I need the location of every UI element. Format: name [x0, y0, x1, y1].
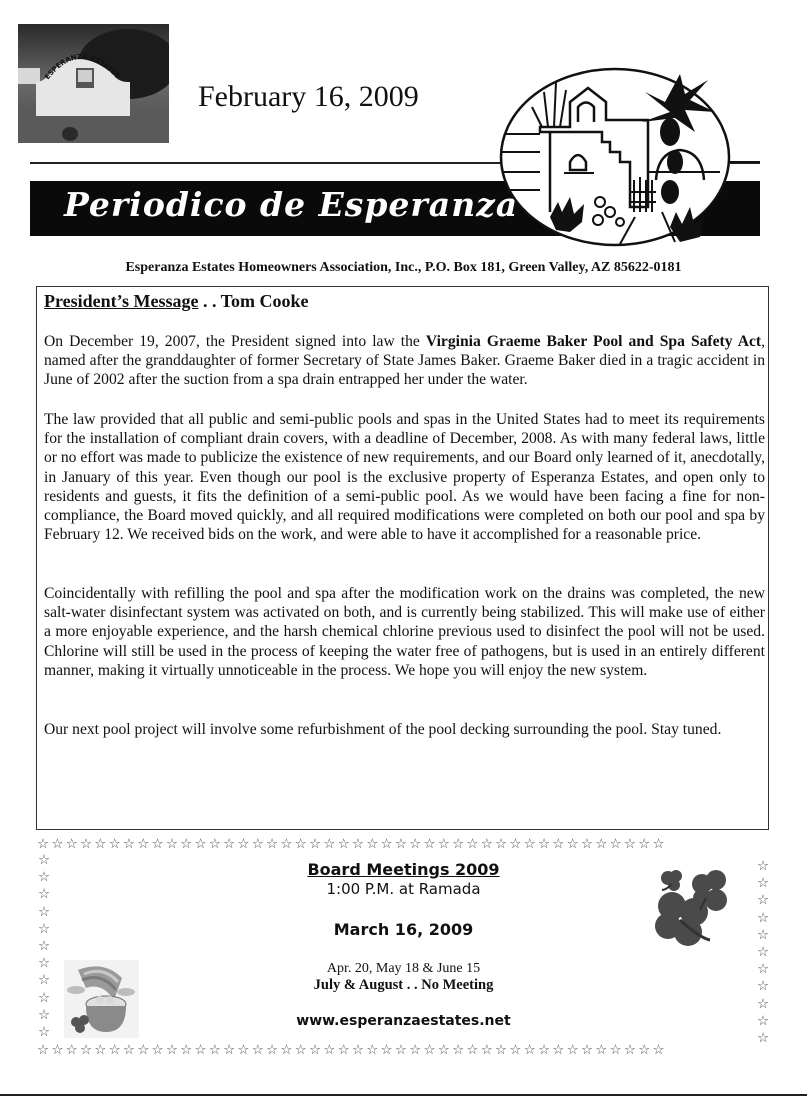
star-icon: ☆	[294, 1042, 309, 1058]
issue-date: February 16, 2009	[198, 80, 419, 113]
star-icon: ☆	[37, 972, 51, 989]
shamrock-icon	[650, 868, 746, 950]
article-paragraph-1	[44, 332, 765, 390]
star-icon: ☆	[37, 852, 51, 868]
star-icon: ☆	[151, 836, 166, 852]
star-icon: ☆	[237, 1042, 252, 1058]
adobe-house-emblem	[470, 52, 770, 247]
star-icon: ☆	[623, 836, 639, 852]
star-icon: ☆	[380, 1042, 395, 1058]
star-icon: ☆	[79, 1042, 95, 1058]
star-icon: ☆	[394, 836, 410, 852]
star-icon: ☆	[122, 836, 138, 852]
star-icon: ☆	[51, 836, 66, 852]
star-icon: ☆	[94, 836, 109, 852]
article-paragraph-3: Coincidentally with refilling the pool and spa after the modification work on the drains was completed, the new salt-water disinfectant system was activated on both, and is currently being stabilized. This will make use of either a more enjoyable experience, and the harsh chemical chlorine previous used to disinfect the pool will not be used. Chlorine will still be used in the process of keeping the water free of pathogens, but is used in an entirely different manner, making it virtually unnoticeable in the process. We hope you will enjoy the new system.	[44, 585, 765, 679]
star-icon: ☆	[509, 836, 524, 852]
star-icon: ☆	[37, 836, 52, 852]
star-icon: ☆	[366, 1042, 381, 1058]
star-icon: ☆	[108, 836, 123, 852]
meeting-time-place: 1:00 P.M. at Ramada	[326, 880, 481, 898]
star-icon: ☆	[208, 836, 224, 852]
star-icon: ☆	[552, 1042, 567, 1058]
article-paragraph-2: The law provided that all public and semi-public pools and spas in the United States had to meet its requirements for the installation of compliant drain covers, with a deadline of December, 2008. As with many federal laws, little or no effort was made to publicize the existence of new requirements, and our Board only learned of it, anecdotally, in January of this year. Even though our pool is the exclusive property of Esperanza Estates, and open only to residents and guests, it fits the definition of a semi-public pool. As we would have been facing a fine for non-compliance, the Board moved quickly, and all required modifications were completed on both our pool and spa by February 12. We received bids on the work, and were able to have it accomplished for a reasonable price.	[44, 411, 765, 544]
star-icon: ☆	[756, 944, 770, 961]
star-icon: ☆	[151, 1042, 166, 1058]
star-icon: ☆	[523, 836, 538, 852]
star-icon: ☆	[609, 836, 624, 852]
star-icon: ☆	[37, 1024, 51, 1041]
star-icon: ☆	[580, 1042, 596, 1058]
star-icon: ☆	[37, 938, 51, 955]
entrance-sign-photo	[18, 24, 169, 143]
star-icon: ☆	[351, 1042, 367, 1058]
star-icon: ☆	[756, 1012, 770, 1029]
star-icon: ☆	[37, 903, 51, 920]
no-meeting-notice: July & August . . No Meeting	[313, 977, 494, 993]
star-icon: ☆	[537, 1042, 553, 1058]
star-icon: ☆	[137, 836, 152, 852]
star-icon: ☆	[452, 836, 467, 852]
star-icon: ☆	[466, 836, 481, 852]
star-icon: ☆	[37, 920, 51, 937]
website-link[interactable]: www.esperanzaestates.net	[296, 1013, 511, 1029]
star-border-bottom	[37, 1042, 772, 1058]
board-meetings-title: Board Meetings 2009	[307, 860, 500, 879]
star-icon: ☆	[194, 1042, 209, 1058]
star-icon: ☆	[323, 836, 338, 852]
star-icon: ☆	[495, 1042, 510, 1058]
star-icon: ☆	[756, 926, 770, 943]
star-icon: ☆	[137, 1042, 152, 1058]
star-icon: ☆	[480, 1042, 495, 1058]
star-icon: ☆	[480, 836, 495, 852]
star-icon: ☆	[251, 1042, 266, 1058]
star-icon: ☆	[337, 1042, 352, 1058]
star-icon: ☆	[37, 1006, 51, 1023]
act-name: Virginia Graeme Baker Pool and Spa Safety Act	[425, 333, 762, 350]
star-icon: ☆	[223, 1042, 238, 1058]
page-bottom-rule	[0, 1094, 807, 1096]
masthead-title: Periodico de Esperanza	[64, 185, 519, 224]
star-icon: ☆	[409, 1042, 424, 1058]
pot-of-gold-icon	[64, 960, 139, 1038]
star-icon: ☆	[208, 1042, 224, 1058]
star-icon: ☆	[595, 836, 610, 852]
star-icon: ☆	[756, 909, 770, 926]
star-icon: ☆	[566, 1042, 581, 1058]
star-icon: ☆	[409, 836, 424, 852]
article-author: Tom Cooke	[220, 291, 309, 311]
star-icon: ☆	[122, 1042, 138, 1058]
star-icon: ☆	[180, 1042, 195, 1058]
star-icon: ☆	[609, 1042, 624, 1058]
star-icon: ☆	[580, 836, 596, 852]
star-icon: ☆	[37, 989, 51, 1006]
star-icon: ☆	[180, 836, 195, 852]
star-icon: ☆	[251, 836, 266, 852]
star-icon: ☆	[466, 1042, 481, 1058]
star-icon: ☆	[756, 995, 770, 1012]
star-icon: ☆	[756, 892, 770, 909]
star-icon: ☆	[756, 875, 770, 892]
star-icon: ☆	[756, 858, 770, 874]
article-title: President’s Message	[44, 291, 199, 311]
star-icon: ☆	[165, 1042, 181, 1058]
star-icon: ☆	[423, 1042, 438, 1058]
star-border-top	[37, 836, 772, 852]
article-paragraph-4: Our next pool project will involve some refurbishment of the pool decking surrounding the pool. Stay tuned.	[44, 721, 722, 738]
star-icon: ☆	[65, 836, 80, 852]
star-icon: ☆	[266, 1042, 281, 1058]
star-icon: ☆	[623, 1042, 639, 1058]
star-icon: ☆	[280, 836, 295, 852]
sign-lettering: ESPERANZA ESTATES	[43, 52, 122, 82]
star-icon: ☆	[223, 836, 238, 852]
star-icon: ☆	[266, 836, 281, 852]
next-meeting-date: March 16, 2009	[333, 920, 474, 939]
star-icon: ☆	[37, 886, 51, 903]
star-icon: ☆	[380, 836, 395, 852]
star-icon: ☆	[37, 955, 51, 972]
heading-separator: . .	[198, 291, 221, 311]
star-icon: ☆	[65, 1042, 80, 1058]
star-icon: ☆	[294, 836, 309, 852]
star-icon: ☆	[51, 1042, 66, 1058]
star-icon: ☆	[523, 1042, 538, 1058]
star-icon: ☆	[323, 1042, 338, 1058]
star-icon: ☆	[452, 1042, 467, 1058]
article-heading	[44, 291, 309, 312]
star-icon: ☆	[638, 836, 653, 852]
star-icon: ☆	[37, 869, 51, 886]
star-icon: ☆	[237, 836, 252, 852]
star-icon: ☆	[652, 836, 667, 852]
star-icon: ☆	[552, 836, 567, 852]
star-icon: ☆	[79, 836, 95, 852]
star-icon: ☆	[394, 1042, 410, 1058]
star-icon: ☆	[308, 836, 324, 852]
star-icon: ☆	[366, 836, 381, 852]
star-icon: ☆	[437, 836, 453, 852]
p1-text-end: , named after the granddaughter of former Secretary of State James Baker. Graeme Baker died in a tragic accident in June of 2002 after the suction from a spa drain entrapped her under the water.	[44, 333, 765, 389]
p1-text-start: On December 19, 2007, the President signed into law the	[44, 333, 426, 350]
star-icon: ☆	[351, 836, 367, 852]
star-icon: ☆	[108, 1042, 123, 1058]
star-icon: ☆	[495, 836, 510, 852]
star-icon: ☆	[308, 1042, 324, 1058]
star-icon: ☆	[194, 836, 209, 852]
star-icon: ☆	[37, 1042, 52, 1058]
star-icon: ☆	[638, 1042, 653, 1058]
star-icon: ☆	[337, 836, 352, 852]
star-icon: ☆	[756, 961, 770, 978]
star-icon: ☆	[165, 836, 181, 852]
star-icon: ☆	[756, 1030, 770, 1047]
star-icon: ☆	[756, 978, 770, 995]
star-icon: ☆	[652, 1042, 667, 1058]
star-icon: ☆	[437, 1042, 453, 1058]
star-icon: ☆	[423, 836, 438, 852]
association-address: Esperanza Estates Homeowners Association, Inc., P.O. Box 181, Green Valley, AZ 85622-0181	[125, 260, 682, 275]
star-icon: ☆	[280, 1042, 295, 1058]
star-icon: ☆	[537, 836, 553, 852]
star-icon: ☆	[595, 1042, 610, 1058]
star-icon: ☆	[509, 1042, 524, 1058]
star-icon: ☆	[566, 836, 581, 852]
star-icon: ☆	[94, 1042, 109, 1058]
later-meeting-dates: Apr. 20, May 18 & June 15	[326, 961, 481, 976]
